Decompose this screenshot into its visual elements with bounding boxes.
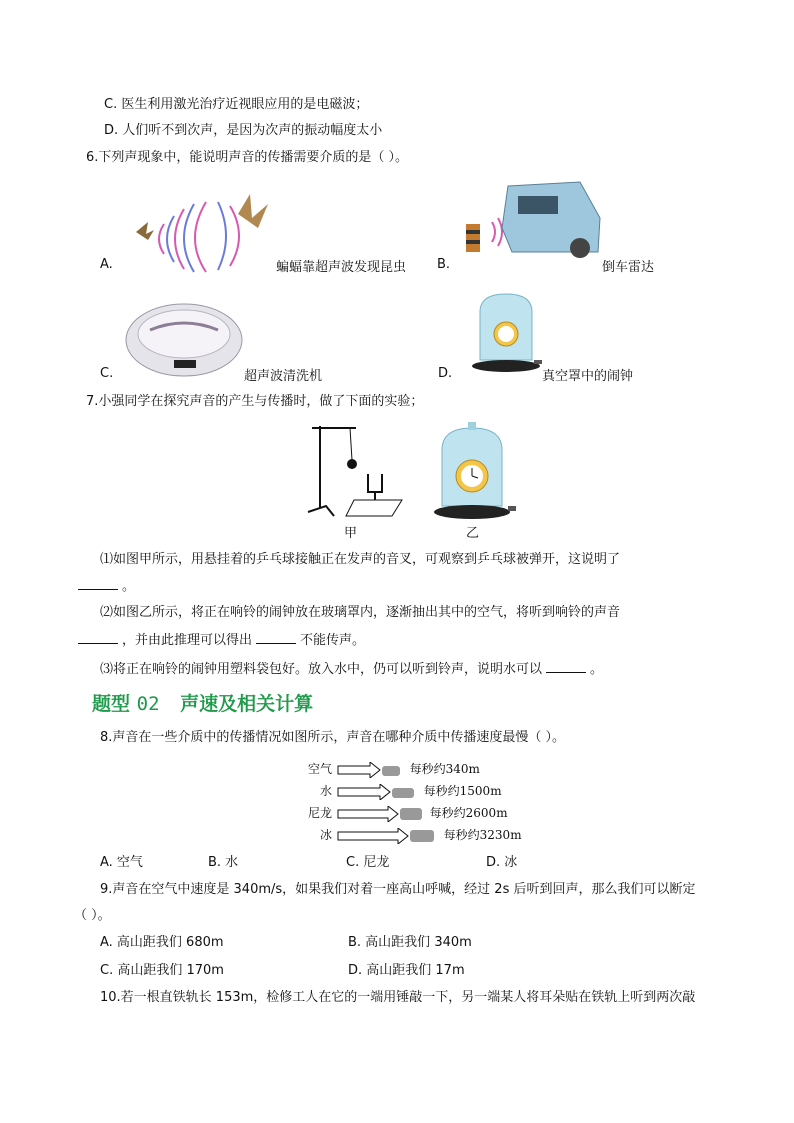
speed-row [302, 826, 522, 844]
q8-option-a: A. 空气 [100, 855, 143, 870]
q8-option-b: B. 水 [208, 855, 239, 870]
q6-option-d-label: D. [438, 366, 453, 381]
insect-icon [238, 194, 268, 228]
q7-part-2: ⑵如图乙所示，将正在响铃的闹钟放在玻璃罩内，逐渐抽出其中的空气，将听到响铃的声音 [100, 605, 621, 620]
question-9-end: （ ）。 [74, 908, 111, 923]
answer-blank[interactable] [256, 631, 296, 644]
tuning-fork-icon [368, 474, 382, 492]
q7-part-1: ⑴如图甲所示，用悬挂着的乒乓球接触正在发声的音叉，可观察到乒乓球被弹开，这说明了 [100, 552, 621, 567]
q9-option-d: D. 高山距我们 17m [348, 963, 465, 978]
q6-option-c-caption: 超声波清洗机 [244, 369, 323, 384]
q7-part-2-tail: 不能传声。 [300, 633, 366, 648]
arrow-icon [336, 762, 406, 778]
section-title [92, 689, 313, 716]
q7-part-2-end [74, 631, 365, 650]
q6-option-b-caption: 倒车雷达 [602, 260, 655, 275]
bat-ultrasound-image [134, 184, 274, 274]
speed-label: 每秒约340m [409, 762, 480, 776]
medium-label: 冰 [319, 828, 332, 842]
bat-icon [136, 222, 154, 240]
section-code: 02 [136, 693, 160, 715]
q7-part-3 [100, 660, 603, 679]
question-10: 10.若一根直铁轨长 153m，检修工人在它的一端用锤敲一下，另一端某人将耳朵贴在铁轨上听到两次敲 [100, 990, 696, 1005]
medium-label: 水 [319, 784, 332, 798]
question-7: 7.小强同学在探究声音的产生与传播时，做了下面的实验； [86, 394, 424, 409]
ultrasonic-cleaner-image [122, 296, 246, 380]
speed-label: 每秒约2600m [429, 806, 508, 820]
speed-row [302, 804, 508, 822]
answer-blank[interactable] [78, 631, 118, 644]
q7-part-1-end [74, 577, 135, 596]
arrow-icon [336, 784, 420, 800]
q7-part-1-tail: 。 [122, 579, 136, 594]
q6-option-a-label: A. [100, 257, 113, 272]
speed-label: 每秒约1500m [423, 784, 502, 798]
q6-option-c-label: C. [100, 366, 114, 381]
arrow-icon [336, 806, 426, 822]
q7-part-3-tail: 。 [590, 662, 604, 677]
q6-option-b-label: B. [437, 257, 451, 272]
option-d-line: D. 人们听不到次声，是因为次声的振动幅度太小 [104, 123, 383, 138]
section-label: 题型 [92, 693, 131, 715]
tuning-fork-apparatus-figure [306, 420, 416, 524]
q9-option-c: C. 高山距我们 170m [100, 963, 224, 978]
question-9: 9.声音在空气中速度是 340m/s，如果我们对着一座高山呼喊，经过 2s 后听到回声，那么我们可以断定 [100, 882, 696, 897]
question-8: 8.声音在一些介质中的传播情况如图所示，声音在哪种介质中传播速度最慢（ ）。 [100, 730, 566, 745]
car-radar-image [462, 178, 602, 260]
q9-option-a: A. 高山距我们 680m [100, 935, 224, 950]
medium-label: 空气 [307, 762, 332, 776]
figure-jia-label: 甲 [344, 526, 358, 541]
q8-option-c: C. 尼龙 [346, 855, 390, 870]
q8-option-d: D. 冰 [486, 855, 518, 870]
ping-pong-ball-icon [347, 459, 357, 469]
bell-jar-clock-image [468, 288, 544, 374]
question-6: 6.下列声现象中，能说明声音的传播需要介质的是（ ）。 [86, 150, 409, 165]
q9-option-b: B. 高山距我们 340m [348, 935, 472, 950]
q6-option-d-caption: 真空罩中的闹钟 [542, 369, 634, 384]
answer-blank[interactable] [546, 660, 586, 673]
arrow-icon [336, 828, 440, 844]
cone-icon [466, 224, 480, 252]
speed-label: 每秒约3230m [443, 828, 522, 842]
medium-label: 尼龙 [307, 806, 332, 820]
bell-jar-experiment-figure [430, 420, 516, 522]
q6-option-a-caption: 蝙蝠靠超声波发现昆虫 [276, 260, 407, 275]
speed-row [302, 760, 480, 778]
q7-part-3-text: ⑶将正在响铃的闹钟用塑料袋包好。放入水中，仍可以听到铃声，说明水可以 [100, 662, 543, 677]
answer-blank[interactable] [78, 577, 118, 590]
q7-part-2-mid: ，并由此推理可以得出 [122, 633, 253, 648]
section-name: 声速及相关计算 [180, 693, 314, 715]
figure-yi-label: 乙 [466, 526, 480, 541]
speed-row [302, 782, 502, 800]
option-c-line: C. 医生利用激光治疗近视眼应用的是电磁波； [104, 97, 369, 112]
